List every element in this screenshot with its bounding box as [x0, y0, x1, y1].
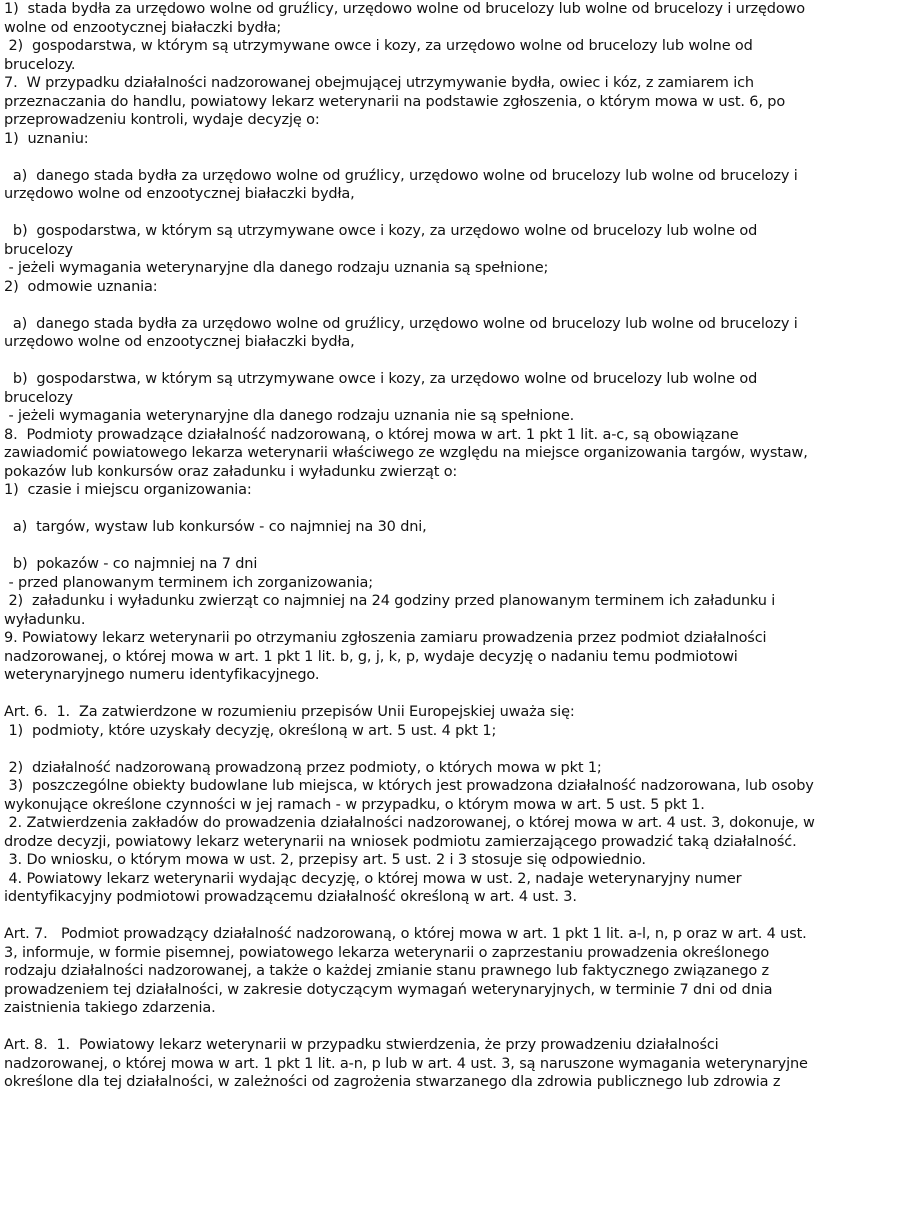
- text-line: a) danego stada bydła za urzędowo wolne od gruźlicy, urzędowo wolne od brucelozy lub wolne od brucelozy i: [4, 315, 798, 332]
- text-line: wykonujące określone czynności w jej ramach - w przypadku, o którym mowa w art. 5 ust. 5 pkt 1.: [4, 796, 705, 813]
- blank-line: [4, 204, 915, 223]
- text-line: zawiadomić powiatowego lekarza weterynarii właściwego ze względu na miejsce organizowania targów, wystaw,: [4, 445, 808, 461]
- text-line: 9. Powiatowy lekarz weterynarii po otrzymaniu zgłoszenia zamiaru prowadzenia przez podmiot działalności: [4, 630, 767, 646]
- blank-line: [4, 296, 915, 315]
- text-line: 3, informuje, w formie pisemnej, powiatowego lekarza weterynarii o zaprzestaniu prowadzenia określonego: [4, 944, 770, 961]
- text-line: 2. Zatwierdzenia zakładów do prowadzenia działalności nadzorowanej, o której mowa w art. 4 ust. 3, dokonuje, w: [4, 815, 815, 831]
- text-line: rodzaju działalności nadzorowanej, a także o każdej zmianie stanu prawnego lub faktycznego związanego z: [4, 963, 770, 979]
- text-line: weterynaryjnego numeru identyfikacyjnego.: [4, 667, 320, 683]
- text-line: - przed planowanym terminem ich zorganizowania;: [4, 574, 374, 591]
- text-line: brucelozy.: [4, 56, 76, 73]
- text-line: Art. 8. 1. Powiatowy lekarz weterynarii w przypadku stwierdzenia, że przy prowadzeniu działalności: [4, 1037, 719, 1053]
- text-line: Art. 6. 1. Za zatwierdzone w rozumieniu przepisów Unii Europejskiej uważa się:: [4, 704, 575, 720]
- blank-line: [4, 1018, 915, 1037]
- text-line: 1) stada bydła za urzędowo wolne od gruźlicy, urzędowo wolne od brucelozy lub wolne od brucelozy i urzędowo: [4, 1, 805, 17]
- text-line: nadzorowanej, o której mowa w art. 1 pkt 1 lit. a-n, p lub w art. 4 ust. 3, są naruszone wymagania weterynaryjne: [4, 1055, 808, 1072]
- text-line: 2) gospodarstwa, w którym są utrzymywane owce i kozy, za urzędowo wolne od brucelozy lub wolne od: [4, 38, 753, 54]
- text-line: urzędowo wolne od enzootycznej białaczki bydła,: [4, 334, 355, 350]
- text-line: identyfikacyjny podmiotowi prowadzącemu działalność określoną w art. 4 ust. 3.: [4, 889, 577, 905]
- text-line: urzędowo wolne od enzootycznej białaczki bydła,: [4, 186, 355, 202]
- blank-line: [4, 907, 915, 926]
- text-line: prowadzeniem tej działalności, w zakresie dotyczącym wymagań weterynaryjnych, w terminie 7 dni od dnia: [4, 981, 773, 998]
- text-line: nadzorowanej, o której mowa w art. 1 pkt 1 lit. b, g, j, k, p, wydaje decyzję o nadaniu temu podmiotowi: [4, 648, 738, 665]
- blank-line: [4, 500, 915, 519]
- text-line: przeznaczania do handlu, powiatowy lekarz weterynarii na podstawie zgłoszenia, o którym mowa w ust. 6, po: [4, 93, 786, 110]
- blank-line: [4, 740, 915, 759]
- text-line: zaistnienia takiego zdarzenia.: [4, 1000, 216, 1016]
- blank-line: [4, 685, 915, 704]
- text-line: brucelozy: [4, 241, 73, 258]
- text-line: - jeżeli wymagania weterynaryjne dla danego rodzaju uznania nie są spełnione.: [4, 408, 575, 424]
- text-line: 1) uznaniu:: [4, 130, 89, 147]
- text-line: wolne od enzootycznej białaczki bydła;: [4, 19, 282, 36]
- blank-line: [4, 148, 915, 167]
- text-line: 2) działalność nadzorowaną prowadzoną przez podmioty, o których mowa w pkt 1;: [4, 759, 602, 776]
- text-line: b) gospodarstwa, w którym są utrzymywane owce i kozy, za urzędowo wolne od brucelozy lub wolne od: [4, 223, 758, 239]
- text-line: drodze decyzji, powiatowy lekarz weterynarii na wniosek podmiotu zamierzającego prowadzić taką działalność.: [4, 833, 797, 850]
- text-line: przeprowadzeniu kontroli, wydaje decyzję o:: [4, 112, 320, 128]
- text-line: 3. Do wniosku, o którym mowa w ust. 2, przepisy art. 5 ust. 2 i 3 stosuje się odpowiednio.: [4, 852, 646, 868]
- text-line: pokazów lub konkursów oraz załadunku i wyładunku zwierząt o:: [4, 463, 458, 480]
- text-line: brucelozy: [4, 389, 73, 406]
- text-line: Art. 7. Podmiot prowadzący działalność nadzorowaną, o której mowa w art. 1 pkt 1 lit. a-l, n, p oraz w art. 4 ust.: [4, 926, 807, 942]
- text-line: - jeżeli wymagania weterynaryjne dla danego rodzaju uznania są spełnione;: [4, 260, 549, 276]
- text-line: b) gospodarstwa, w którym są utrzymywane owce i kozy, za urzędowo wolne od brucelozy lub wolne od: [4, 371, 758, 387]
- text-line: określone dla tej działalności, w zależności od zagrożenia stwarzanego dla zdrowia publicznego lub zdrowia z: [4, 1074, 781, 1090]
- text-line: 2) odmowie uznania:: [4, 278, 158, 295]
- text-line: 1) czasie i miejscu organizowania:: [4, 482, 252, 498]
- text-line: 8. Podmioty prowadzące działalność nadzorowaną, o której mowa w art. 1 pkt 1 lit. a-c, są obowiązane: [4, 426, 739, 443]
- blank-line: [4, 537, 915, 556]
- blank-line: [4, 352, 915, 371]
- text-line: 1) podmioty, które uzyskały decyzję, określoną w art. 5 ust. 4 pkt 1;: [4, 722, 497, 739]
- text-line: a) targów, wystaw lub konkursów - co najmniej na 30 dni,: [4, 519, 427, 535]
- text-line: 2) załadunku i wyładunku zwierząt co najmniej na 24 godziny przed planowanym terminem ich załadunku i: [4, 593, 776, 609]
- text-line: wyładunku.: [4, 611, 86, 628]
- text-line: a) danego stada bydła za urzędowo wolne od gruźlicy, urzędowo wolne od brucelozy lub wolne od brucelozy i: [4, 167, 798, 184]
- text-line: 3) poszczególne obiekty budowlane lub miejsca, w których jest prowadzona działalność nadzorowana, lub osoby: [4, 778, 814, 794]
- text-line: b) pokazów - co najmniej na 7 dni: [4, 556, 258, 572]
- text-line: 4. Powiatowy lekarz weterynarii wydając decyzję, o której mowa w ust. 2, nadaje weterynaryjny numer: [4, 870, 742, 887]
- text-line: 7. W przypadku działalności nadzorowanej obejmującej utrzymywanie bydła, owiec i kóz, z zamiarem ich: [4, 75, 754, 91]
